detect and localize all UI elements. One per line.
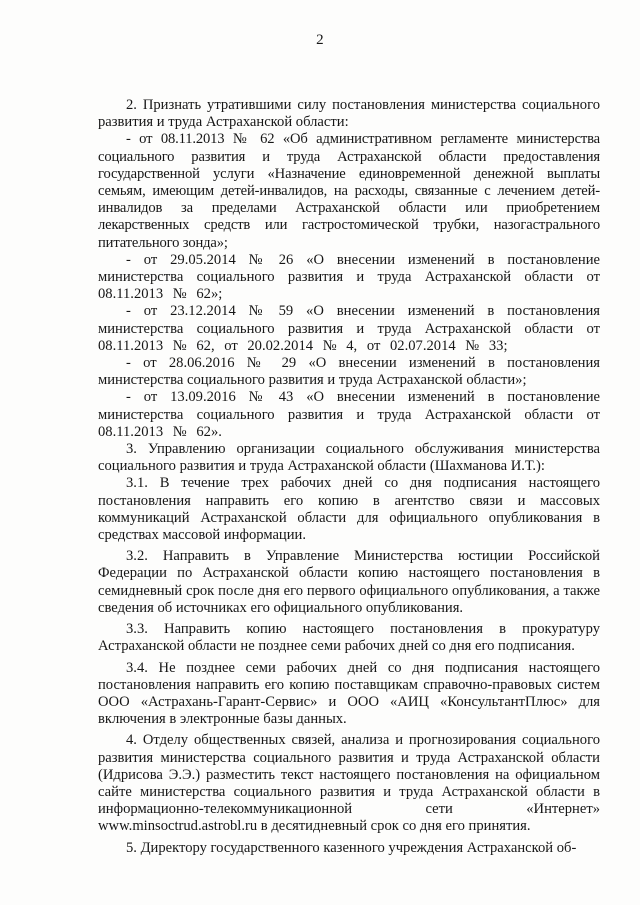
paragraph-2-item-1: - от 08.11.2013 № 62 «Об административном регламенте министерства социального развития и труда Астраханской области предоставления государственной услуги «Назначение единовременной денежной выплаты семьям, имеющим детей-инвалидов, на расходы, связанные с лечением детей-инвалидов за пределами Астраханской области или приобретением лекарственных средств или гастростомической трубки, назогастрального питательного зонда»; [98,131,600,251]
document-body [98,97,600,857]
paragraph-3-2: 3.2. Направить в Управление Министерства юстиции Российской Федерации по Астраханской области копию настоящего постановления в семидневный срок после дня его первого официального опубликования, а также сведения об источниках его официального опубликования. [98,548,600,616]
paragraph-2-item-2: - от 29.05.2014 № 26 «О внесении изменений в постановление министерства социального развития и труда Астраханской области от 08.11.2013 № 62»; [98,251,600,303]
paragraph-3: 3. Управлению организации социального обслуживания министерства социального развития и труда Астраханской области (Шахманова И.Т.): [98,441,600,475]
paragraph-3-3: 3.3. Направить копию настоящего постановления в прокуратуру Астраханской области не позднее семи рабочих дней со дня его подписания. [98,621,600,655]
paragraph-2: 2. Признать утратившими силу постановления министерства социального развития и труда Астраханской области: [98,97,600,131]
paragraph-2-item-3: - от 23.12.2014 № 59 «О внесении изменений в постановления министерства социального развития и труда Астраханской области от 08.11.2013 № 62, от 20.02.2014 № 4, от 02.07.2014 № 33; [98,303,600,354]
paragraph-2-item-5: - от 13.09.2016 № 43 «О внесении изменений в постановление министерства социального развития и труда Астраханской области от 08.11.2013 № 62». [98,389,600,440]
paragraph-3-1: 3.1. В течение трех рабочих дней со дня подписания настоящего постановления направить его копию в агентство связи и массовых коммуникаций Астраханской области для официального опубликования в средствах массовой информации. [98,475,600,544]
page-number: 2 [316,32,324,48]
paragraph-3-4: 3.4. Не позднее семи рабочих дней со дня подписания настоящего постановления направить его копию поставщикам справочно-правовых систем ООО «Астрахань-Гарант-Сервис» и ООО «АИЦ «КонсультантПлюс» для включения в электронные базы данных. [98,659,600,728]
paragraph-2-item-4: - от 28.06.2016 № 29 «О внесении изменений в постановления министерства социального развития и труда Астраханской области»; [98,355,600,389]
paragraph-5: 5. Директору государственного казенного учреждения Астраханской об- [126,839,577,856]
paragraph-4: 4. Отделу общественных связей, анализа и прогнозирования социального развития министерства социального развития и труда Астраханской области (Идрисова Э.Э.) разместить текст настоящего постановления на официальном сайте министерства социального развития и труда Астраханской области в информационно-телекоммуникационной сети «Интернет» www.minsoctrud.astrobl.ru в десятидневный срок со дня его принятия. [98,732,600,835]
